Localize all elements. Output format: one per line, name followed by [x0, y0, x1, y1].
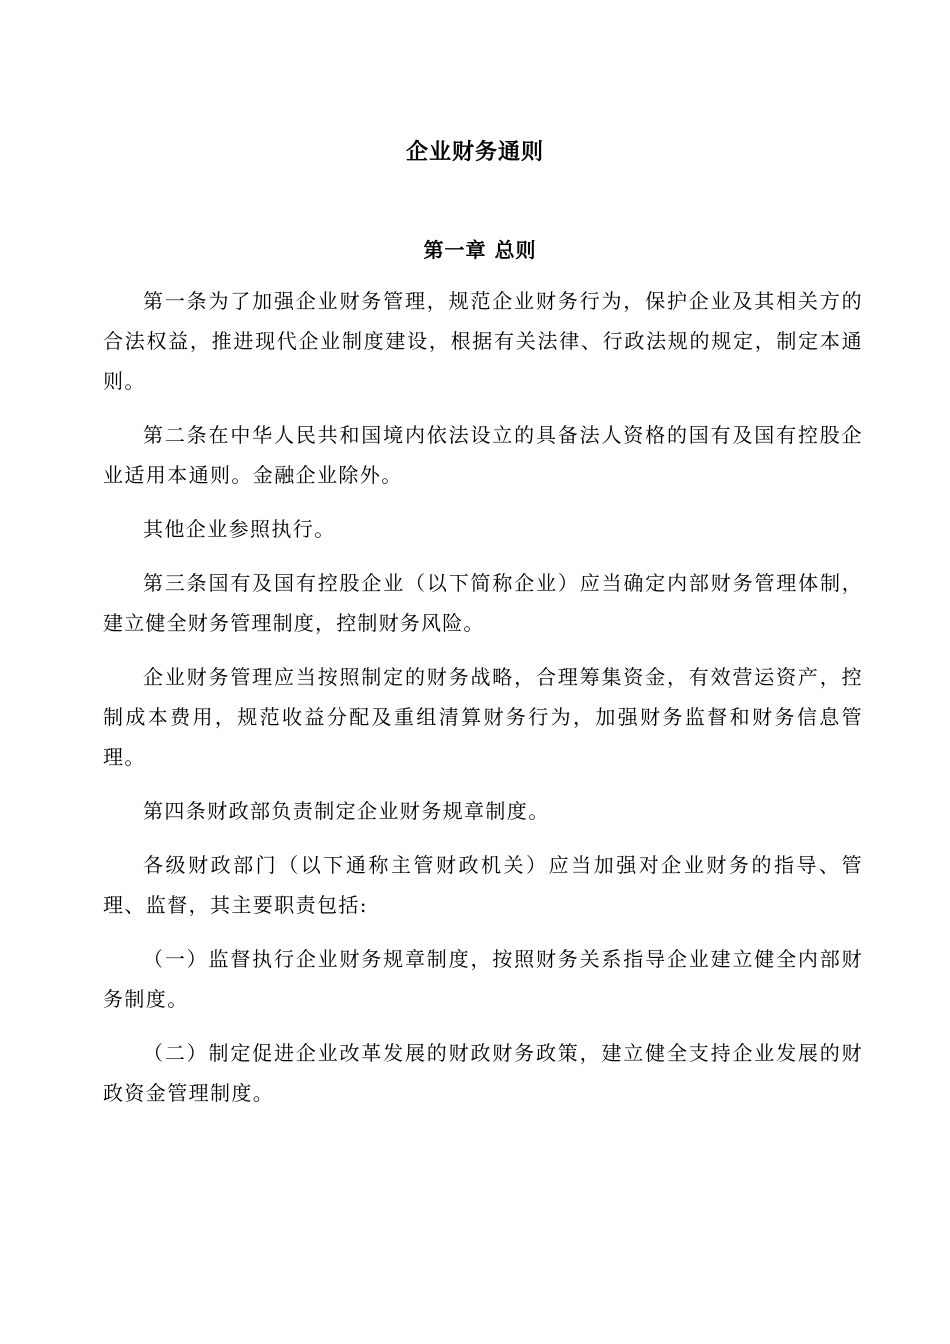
- chapter-heading: 第一章 总则: [423, 238, 537, 262]
- document-body: [103, 281, 863, 1127]
- paragraph-article-2: 第二条在中华人民共和国境内依法设立的具备法人资格的国有及国有控股企业适用本通则。金融企业除外。: [103, 423, 863, 487]
- paragraph-financial-management: 企业财务管理应当按照制定的财务战略，合理筹集资金，有效营运资产，控制成本费用，规范收益分配及重组清算财务行为，加强财务监督和财务信息管理。: [103, 665, 863, 769]
- paragraph-article-3: 第三条国有及国有控股企业（以下简称企业）应当确定内部财务管理体制，建立健全财务管理制度，控制财务风险。: [103, 571, 863, 635]
- paragraph-duty-2: （二）制定促进企业改革发展的财政财务政策，建立健全支持企业发展的财政资金管理制度。: [103, 1041, 863, 1105]
- paragraph-article-4: 第四条财政部负责制定企业财务规章制度。: [143, 799, 550, 823]
- paragraph-duty-1: （一）监督执行企业财务规章制度，按照财务关系指导企业建立健全内部财务制度。: [103, 947, 863, 1011]
- document-title: 企业财务通则: [405, 139, 544, 165]
- paragraph-other-enterprises: 其他企业参照执行。: [143, 517, 336, 541]
- paragraph-finance-departments: 各级财政部门（以下通称主管财政机关）应当加强对企业财务的指导、管理、监督，其主要职责包括:: [103, 853, 863, 917]
- paragraph-article-1: 第一条为了加强企业财务管理，规范企业财务行为，保护企业及其相关方的合法权益，推进现代企业制度建设，根据有关法律、行政法规的规定，制定本通则。: [103, 289, 863, 393]
